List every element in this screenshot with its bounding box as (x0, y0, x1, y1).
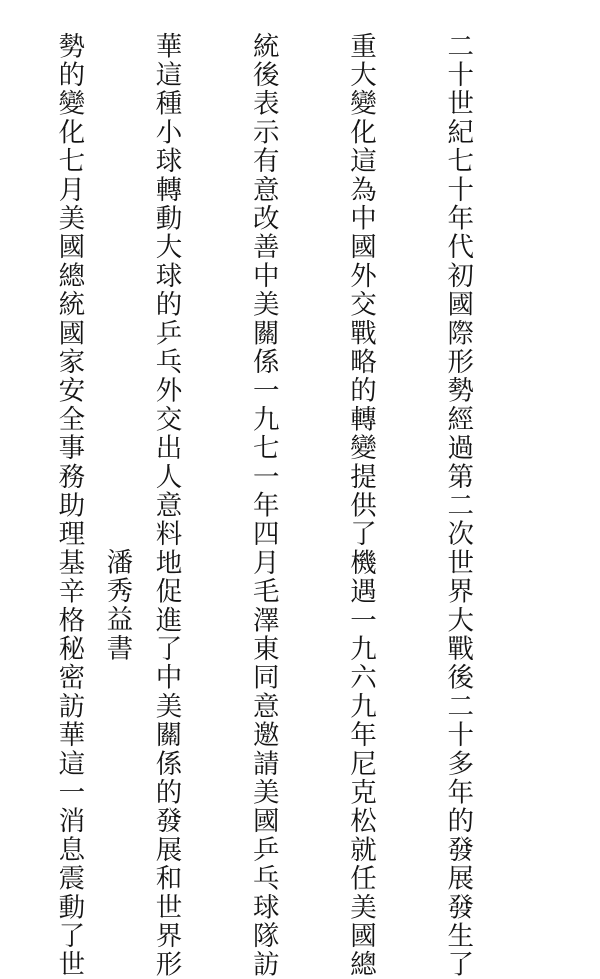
calligraphy-text (0, 32, 538, 979)
text-column: 勢的變化七月美國總統國家安全事務助理基辛格秘密訪華這一消息震動了世 (53, 32, 85, 979)
calligrapher-signature: 潘秀益書 (101, 548, 133, 663)
text-column: 統後表示有意改善中美關係一九七一年四月毛澤東同意邀請美國乒乓球隊訪 (247, 32, 279, 979)
text-column: 二十世紀七十年代初國際形勢經過第二次世界大戰後二十多年的發展發生了 (442, 32, 474, 979)
text-column: 重大變化這為中國外交戰略的轉變提供了機遇一九六九年尼克松就任美國總 (344, 32, 376, 979)
text-column: 華這種小球轉動大球的乒乓外交出人意料地促進了中美關係的發展和世界形 (150, 32, 182, 979)
